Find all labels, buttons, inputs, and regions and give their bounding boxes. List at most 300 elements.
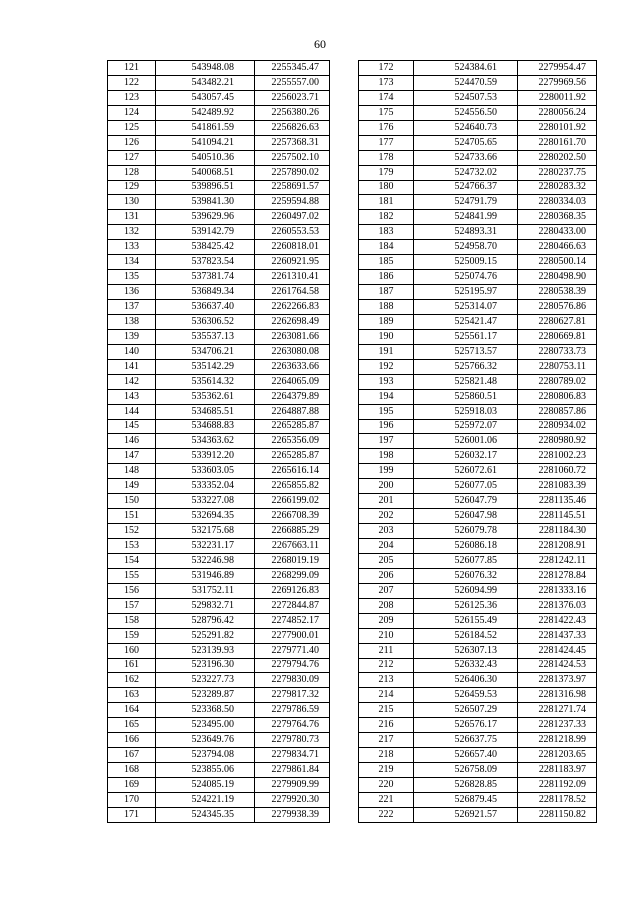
x-coordinate-cell: 534685.51 (156, 404, 255, 419)
point-number-cell: 185 (359, 255, 414, 270)
table-row (108, 359, 330, 374)
table-row (108, 778, 330, 793)
y-coordinate-cell: 2279780.73 (255, 733, 330, 748)
point-number-cell: 188 (359, 300, 414, 315)
y-coordinate-cell: 2256380.26 (255, 105, 330, 120)
table-row (359, 807, 597, 822)
table-row (359, 374, 597, 389)
y-coordinate-cell: 2281145.51 (518, 509, 597, 524)
x-coordinate-cell: 523227.73 (156, 673, 255, 688)
y-coordinate-cell: 2267663.11 (255, 539, 330, 554)
table-row (359, 344, 597, 359)
table-row (108, 643, 330, 658)
table-row (108, 195, 330, 210)
y-coordinate-cell: 2280753.11 (518, 359, 597, 374)
x-coordinate-cell: 526079.78 (414, 524, 518, 539)
x-coordinate-cell: 535142.29 (156, 359, 255, 374)
point-number-cell: 172 (359, 61, 414, 76)
y-coordinate-cell: 2281316.98 (518, 688, 597, 703)
point-number-cell: 133 (108, 240, 156, 255)
x-coordinate-cell: 541094.21 (156, 135, 255, 150)
point-number-cell: 219 (359, 763, 414, 778)
point-number-cell: 162 (108, 673, 156, 688)
point-number-cell: 150 (108, 494, 156, 509)
point-number-cell: 138 (108, 314, 156, 329)
y-coordinate-cell: 2264065.09 (255, 374, 330, 389)
x-coordinate-cell: 532246.98 (156, 553, 255, 568)
point-number-cell: 126 (108, 135, 156, 150)
point-number-cell: 183 (359, 225, 414, 240)
point-number-cell: 218 (359, 748, 414, 763)
x-coordinate-cell: 524221.19 (156, 792, 255, 807)
table-row (359, 404, 597, 419)
x-coordinate-cell: 535537.13 (156, 329, 255, 344)
table-row (359, 135, 597, 150)
x-coordinate-cell: 523649.76 (156, 733, 255, 748)
point-number-cell: 214 (359, 688, 414, 703)
x-coordinate-cell: 526758.09 (414, 763, 518, 778)
x-coordinate-cell: 524085.19 (156, 778, 255, 793)
table-row (359, 553, 597, 568)
y-coordinate-cell: 2265285.87 (255, 449, 330, 464)
point-number-cell: 149 (108, 479, 156, 494)
point-number-cell: 124 (108, 105, 156, 120)
table-row (108, 583, 330, 598)
coordinates-table-left (107, 60, 330, 823)
y-coordinate-cell: 2272844.87 (255, 598, 330, 613)
point-number-cell: 122 (108, 75, 156, 90)
x-coordinate-cell: 526657.40 (414, 748, 518, 763)
point-number-cell: 154 (108, 553, 156, 568)
point-number-cell: 208 (359, 598, 414, 613)
x-coordinate-cell: 523139.93 (156, 643, 255, 658)
y-coordinate-cell: 2268019.19 (255, 553, 330, 568)
coordinates-table-right (358, 60, 597, 823)
table-row (108, 90, 330, 105)
point-number-cell: 142 (108, 374, 156, 389)
x-coordinate-cell: 533227.08 (156, 494, 255, 509)
point-number-cell: 168 (108, 763, 156, 778)
x-coordinate-cell: 535614.32 (156, 374, 255, 389)
table-row (359, 718, 597, 733)
point-number-cell: 164 (108, 703, 156, 718)
y-coordinate-cell: 2260921.95 (255, 255, 330, 270)
point-number-cell: 180 (359, 180, 414, 195)
table-row (108, 419, 330, 434)
point-number-cell: 163 (108, 688, 156, 703)
point-number-cell: 204 (359, 539, 414, 554)
x-coordinate-cell: 526094.99 (414, 583, 518, 598)
y-coordinate-cell: 2280161.70 (518, 135, 597, 150)
x-coordinate-cell: 524507.53 (414, 90, 518, 105)
y-coordinate-cell: 2280789.02 (518, 374, 597, 389)
table-row (108, 404, 330, 419)
x-coordinate-cell: 533352.04 (156, 479, 255, 494)
point-number-cell: 137 (108, 300, 156, 315)
table-row (108, 479, 330, 494)
table-row (359, 210, 597, 225)
table-row (108, 449, 330, 464)
point-number-cell: 141 (108, 359, 156, 374)
point-number-cell: 201 (359, 494, 414, 509)
point-number-cell: 145 (108, 419, 156, 434)
y-coordinate-cell: 2280433.00 (518, 225, 597, 240)
table-row (359, 225, 597, 240)
x-coordinate-cell: 526828.85 (414, 778, 518, 793)
x-coordinate-cell: 532694.35 (156, 509, 255, 524)
table-row (359, 539, 597, 554)
x-coordinate-cell: 539629.96 (156, 210, 255, 225)
x-coordinate-cell: 526047.79 (414, 494, 518, 509)
table-row (359, 105, 597, 120)
table-row (108, 553, 330, 568)
x-coordinate-cell: 534363.62 (156, 434, 255, 449)
y-coordinate-cell: 2281208.91 (518, 539, 597, 554)
y-coordinate-cell: 2279954.47 (518, 61, 597, 76)
y-coordinate-cell: 2256023.71 (255, 90, 330, 105)
table-row (359, 285, 597, 300)
point-number-cell: 152 (108, 524, 156, 539)
y-coordinate-cell: 2280733.73 (518, 344, 597, 359)
table-row (108, 105, 330, 120)
y-coordinate-cell: 2280500.14 (518, 255, 597, 270)
x-coordinate-cell: 529832.71 (156, 598, 255, 613)
y-coordinate-cell: 2279969.56 (518, 75, 597, 90)
table-row (359, 583, 597, 598)
y-coordinate-cell: 2266885.29 (255, 524, 330, 539)
x-coordinate-cell: 524345.35 (156, 807, 255, 822)
x-coordinate-cell: 524958.70 (414, 240, 518, 255)
x-coordinate-cell: 533912.20 (156, 449, 255, 464)
y-coordinate-cell: 2280466.63 (518, 240, 597, 255)
table-row (359, 90, 597, 105)
table-row (108, 763, 330, 778)
table-row (359, 658, 597, 673)
point-number-cell: 156 (108, 583, 156, 598)
y-coordinate-cell: 2280011.92 (518, 90, 597, 105)
x-coordinate-cell: 524732.02 (414, 165, 518, 180)
point-number-cell: 197 (359, 434, 414, 449)
point-number-cell: 212 (359, 658, 414, 673)
point-number-cell: 177 (359, 135, 414, 150)
y-coordinate-cell: 2281278.84 (518, 568, 597, 583)
y-coordinate-cell: 2280056.24 (518, 105, 597, 120)
x-coordinate-cell: 525918.03 (414, 404, 518, 419)
table-row (359, 434, 597, 449)
x-coordinate-cell: 539841.30 (156, 195, 255, 210)
y-coordinate-cell: 2266708.39 (255, 509, 330, 524)
point-number-cell: 207 (359, 583, 414, 598)
x-coordinate-cell: 525713.57 (414, 344, 518, 359)
point-number-cell: 127 (108, 150, 156, 165)
y-coordinate-cell: 2264379.89 (255, 389, 330, 404)
y-coordinate-cell: 2256826.63 (255, 120, 330, 135)
table-row (108, 733, 330, 748)
y-coordinate-cell: 2280101.92 (518, 120, 597, 135)
point-number-cell: 169 (108, 778, 156, 793)
table-row (359, 628, 597, 643)
point-number-cell: 184 (359, 240, 414, 255)
point-number-cell: 175 (359, 105, 414, 120)
x-coordinate-cell: 526576.17 (414, 718, 518, 733)
x-coordinate-cell: 523855.06 (156, 763, 255, 778)
y-coordinate-cell: 2260497.02 (255, 210, 330, 225)
y-coordinate-cell: 2277900.01 (255, 628, 330, 643)
y-coordinate-cell: 2279830.09 (255, 673, 330, 688)
y-coordinate-cell: 2259594.88 (255, 195, 330, 210)
x-coordinate-cell: 526077.85 (414, 553, 518, 568)
point-number-cell: 171 (108, 807, 156, 822)
point-number-cell: 209 (359, 613, 414, 628)
table-row (108, 75, 330, 90)
y-coordinate-cell: 2280627.81 (518, 314, 597, 329)
x-coordinate-cell: 525314.07 (414, 300, 518, 315)
x-coordinate-cell: 539142.79 (156, 225, 255, 240)
table-row (108, 494, 330, 509)
x-coordinate-cell: 526076.32 (414, 568, 518, 583)
y-coordinate-cell: 2268299.09 (255, 568, 330, 583)
table-row (359, 120, 597, 135)
point-number-cell: 179 (359, 165, 414, 180)
table-row (359, 300, 597, 315)
x-coordinate-cell: 526507.29 (414, 703, 518, 718)
point-number-cell: 167 (108, 748, 156, 763)
y-coordinate-cell: 2281183.97 (518, 763, 597, 778)
y-coordinate-cell: 2281083.39 (518, 479, 597, 494)
point-number-cell: 206 (359, 568, 414, 583)
x-coordinate-cell: 524640.73 (414, 120, 518, 135)
table-row (108, 613, 330, 628)
y-coordinate-cell: 2280237.75 (518, 165, 597, 180)
y-coordinate-cell: 2255345.47 (255, 61, 330, 76)
table-row (359, 733, 597, 748)
table-row (108, 673, 330, 688)
table-row (108, 61, 330, 76)
x-coordinate-cell: 525860.51 (414, 389, 518, 404)
x-coordinate-cell: 526921.57 (414, 807, 518, 822)
point-number-cell: 193 (359, 374, 414, 389)
table-row (359, 643, 597, 658)
x-coordinate-cell: 524841.99 (414, 210, 518, 225)
x-coordinate-cell: 538425.42 (156, 240, 255, 255)
y-coordinate-cell: 2262698.49 (255, 314, 330, 329)
table-row (108, 389, 330, 404)
table-row (108, 703, 330, 718)
y-coordinate-cell: 2280806.83 (518, 389, 597, 404)
x-coordinate-cell: 526879.45 (414, 792, 518, 807)
x-coordinate-cell: 543057.45 (156, 90, 255, 105)
table-row (359, 389, 597, 404)
y-coordinate-cell: 2269126.83 (255, 583, 330, 598)
table-row (359, 509, 597, 524)
table-row (108, 434, 330, 449)
table-row (359, 449, 597, 464)
x-coordinate-cell: 525074.76 (414, 270, 518, 285)
y-coordinate-cell: 2281218.99 (518, 733, 597, 748)
table-row (359, 270, 597, 285)
x-coordinate-cell: 535362.61 (156, 389, 255, 404)
table-row (108, 792, 330, 807)
point-number-cell: 202 (359, 509, 414, 524)
point-number-cell: 182 (359, 210, 414, 225)
point-number-cell: 220 (359, 778, 414, 793)
point-number-cell: 143 (108, 389, 156, 404)
x-coordinate-cell: 534706.21 (156, 344, 255, 359)
table-row (108, 807, 330, 822)
point-number-cell: 178 (359, 150, 414, 165)
table-row (108, 464, 330, 479)
point-number-cell: 181 (359, 195, 414, 210)
x-coordinate-cell: 534688.83 (156, 419, 255, 434)
table-row (359, 494, 597, 509)
y-coordinate-cell: 2279786.59 (255, 703, 330, 718)
y-coordinate-cell: 2281237.33 (518, 718, 597, 733)
point-number-cell: 211 (359, 643, 414, 658)
y-coordinate-cell: 2281422.43 (518, 613, 597, 628)
table-row (108, 374, 330, 389)
x-coordinate-cell: 540510.36 (156, 150, 255, 165)
y-coordinate-cell: 2262266.83 (255, 300, 330, 315)
point-number-cell: 135 (108, 270, 156, 285)
table-row (108, 285, 330, 300)
table-row (108, 658, 330, 673)
y-coordinate-cell: 2265285.87 (255, 419, 330, 434)
y-coordinate-cell: 2280576.86 (518, 300, 597, 315)
x-coordinate-cell: 539896.51 (156, 180, 255, 195)
y-coordinate-cell: 2260818.01 (255, 240, 330, 255)
table-row (108, 240, 330, 255)
table-row (359, 479, 597, 494)
y-coordinate-cell: 2280202.50 (518, 150, 597, 165)
point-number-cell: 160 (108, 643, 156, 658)
table-row (108, 628, 330, 643)
table-row (359, 763, 597, 778)
x-coordinate-cell: 525421.47 (414, 314, 518, 329)
y-coordinate-cell: 2279771.40 (255, 643, 330, 658)
point-number-cell: 222 (359, 807, 414, 822)
y-coordinate-cell: 2264887.88 (255, 404, 330, 419)
x-coordinate-cell: 537381.74 (156, 270, 255, 285)
point-number-cell: 139 (108, 329, 156, 344)
y-coordinate-cell: 2266199.02 (255, 494, 330, 509)
point-number-cell: 144 (108, 404, 156, 419)
table-row (108, 598, 330, 613)
point-number-cell: 148 (108, 464, 156, 479)
table-row (359, 688, 597, 703)
table-row (359, 314, 597, 329)
x-coordinate-cell: 524893.31 (414, 225, 518, 240)
y-coordinate-cell: 2255557.00 (255, 75, 330, 90)
x-coordinate-cell: 542489.92 (156, 105, 255, 120)
table-row (359, 613, 597, 628)
point-number-cell: 203 (359, 524, 414, 539)
point-number-cell: 123 (108, 90, 156, 105)
point-number-cell: 176 (359, 120, 414, 135)
x-coordinate-cell: 526459.53 (414, 688, 518, 703)
point-number-cell: 125 (108, 120, 156, 135)
table-row (359, 673, 597, 688)
table-row (359, 150, 597, 165)
x-coordinate-cell: 526155.49 (414, 613, 518, 628)
point-number-cell: 151 (108, 509, 156, 524)
x-coordinate-cell: 543948.08 (156, 61, 255, 76)
point-number-cell: 221 (359, 792, 414, 807)
x-coordinate-cell: 536306.52 (156, 314, 255, 329)
table-row (359, 568, 597, 583)
x-coordinate-cell: 525291.82 (156, 628, 255, 643)
table-row (108, 688, 330, 703)
table-row (108, 180, 330, 195)
point-number-cell: 173 (359, 75, 414, 90)
table-row (359, 195, 597, 210)
point-number-cell: 136 (108, 285, 156, 300)
y-coordinate-cell: 2281373.97 (518, 673, 597, 688)
y-coordinate-cell: 2280498.90 (518, 270, 597, 285)
x-coordinate-cell: 540068.51 (156, 165, 255, 180)
point-number-cell: 155 (108, 568, 156, 583)
x-coordinate-cell: 523794.08 (156, 748, 255, 763)
x-coordinate-cell: 524470.59 (414, 75, 518, 90)
point-number-cell: 195 (359, 404, 414, 419)
table-row (108, 568, 330, 583)
point-number-cell: 187 (359, 285, 414, 300)
point-number-cell: 189 (359, 314, 414, 329)
y-coordinate-cell: 2281192.09 (518, 778, 597, 793)
y-coordinate-cell: 2280368.35 (518, 210, 597, 225)
y-coordinate-cell: 2280980.92 (518, 434, 597, 449)
x-coordinate-cell: 526077.05 (414, 479, 518, 494)
table-row (108, 300, 330, 315)
x-coordinate-cell: 523495.00 (156, 718, 255, 733)
x-coordinate-cell: 533603.05 (156, 464, 255, 479)
y-coordinate-cell: 2280538.39 (518, 285, 597, 300)
point-number-cell: 217 (359, 733, 414, 748)
point-number-cell: 134 (108, 255, 156, 270)
table-row (108, 718, 330, 733)
point-number-cell: 153 (108, 539, 156, 554)
point-number-cell: 129 (108, 180, 156, 195)
x-coordinate-cell: 526406.30 (414, 673, 518, 688)
point-number-cell: 174 (359, 90, 414, 105)
x-coordinate-cell: 531752.11 (156, 583, 255, 598)
table-row (108, 270, 330, 285)
point-number-cell: 131 (108, 210, 156, 225)
x-coordinate-cell: 525766.32 (414, 359, 518, 374)
table-row (359, 329, 597, 344)
table-row (108, 509, 330, 524)
x-coordinate-cell: 525972.07 (414, 419, 518, 434)
table-row (359, 75, 597, 90)
x-coordinate-cell: 524556.50 (414, 105, 518, 120)
point-number-cell: 128 (108, 165, 156, 180)
x-coordinate-cell: 537823.54 (156, 255, 255, 270)
table-row (108, 344, 330, 359)
table-row (108, 539, 330, 554)
point-number-cell: 146 (108, 434, 156, 449)
y-coordinate-cell: 2257890.02 (255, 165, 330, 180)
y-coordinate-cell: 2265356.09 (255, 434, 330, 449)
y-coordinate-cell: 2281424.53 (518, 658, 597, 673)
x-coordinate-cell: 523368.50 (156, 703, 255, 718)
x-coordinate-cell: 543482.21 (156, 75, 255, 90)
x-coordinate-cell: 526184.52 (414, 628, 518, 643)
y-coordinate-cell: 2261764.58 (255, 285, 330, 300)
point-number-cell: 159 (108, 628, 156, 643)
x-coordinate-cell: 523196.30 (156, 658, 255, 673)
x-coordinate-cell: 524791.79 (414, 195, 518, 210)
x-coordinate-cell: 524733.66 (414, 150, 518, 165)
x-coordinate-cell: 536849.34 (156, 285, 255, 300)
